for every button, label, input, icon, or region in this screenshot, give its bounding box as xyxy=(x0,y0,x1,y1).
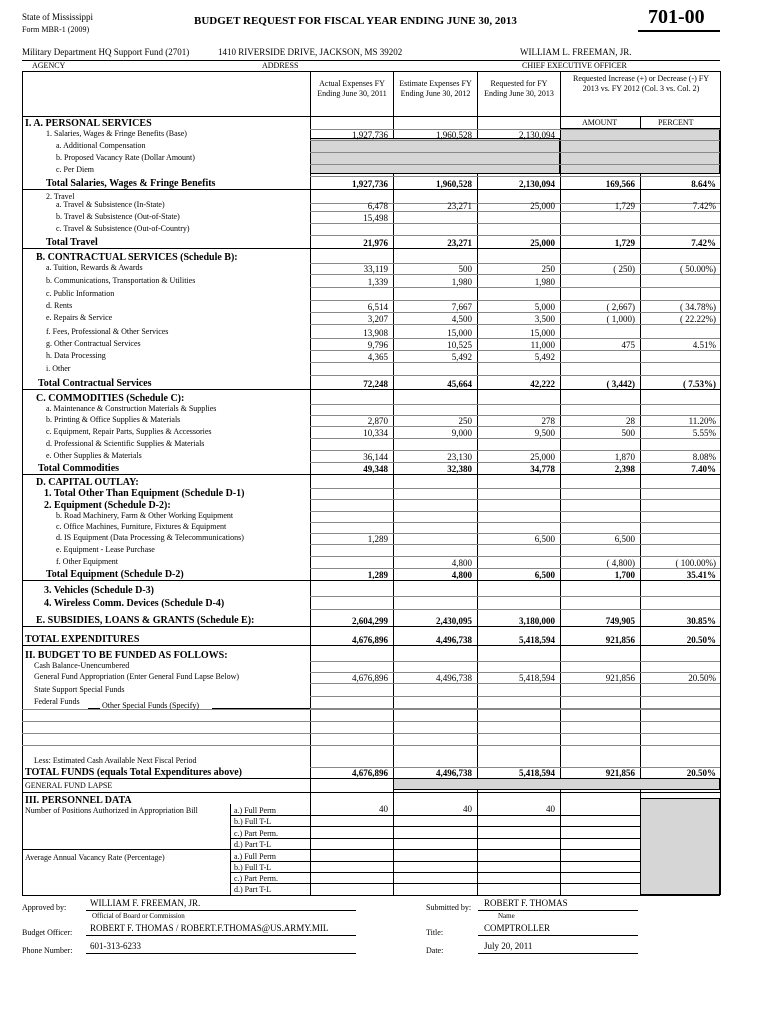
cell-requested: 2,130,094 xyxy=(519,130,555,140)
col-actual-header: Actual Expenses FY Ending June 30, 2011 xyxy=(317,79,387,98)
vacancy-sub-d: d.) Part T-L xyxy=(234,885,272,894)
cell-change-amount: ( 4,800) xyxy=(606,558,635,568)
cell-actual: 2,604,299 xyxy=(352,616,388,626)
cell-change-percent: 20.50% xyxy=(688,673,716,683)
row-label: c. Travel & Subsistence (Out-of-Country) xyxy=(56,224,190,233)
form-id: Form MBR-1 (2009) xyxy=(22,25,90,34)
cell-requested: 5,418,594 xyxy=(519,635,555,645)
cell-actual: 33,119 xyxy=(363,264,388,274)
row-label: a. Travel & Subsistence (In-State) xyxy=(56,200,165,209)
col-estimate-header: Estimate Expenses FY Ending June 30, 2012 xyxy=(399,79,472,98)
cell-change-percent: 7.40% xyxy=(691,464,716,474)
cell-actual: 4,676,896 xyxy=(352,673,388,683)
cell-estimate: 250 xyxy=(458,416,472,426)
cell-change-percent: ( 100.00%) xyxy=(675,558,716,568)
cell-requested: 250 xyxy=(541,264,555,274)
cell-change-amount: 475 xyxy=(621,340,635,350)
title-value: COMPTROLLER xyxy=(484,923,551,933)
cell-requested: 278 xyxy=(541,416,555,426)
cell-change-amount: 6,500 xyxy=(614,534,635,544)
row-label: State Support Special Funds xyxy=(34,685,125,694)
agency-name: Military Department HQ Support Fund (2701) xyxy=(22,47,190,57)
row-label: b. Proposed Vacancy Rate (Dollar Amount) xyxy=(56,153,195,162)
positions-sub-a: a.) Full Perm xyxy=(234,806,276,815)
cell-change-amount: 921,856 xyxy=(605,768,635,778)
cell-actual: 3,207 xyxy=(367,314,388,324)
cell-change-amount: 921,856 xyxy=(605,635,635,645)
vacancy-label: Average Annual Vacancy Rate (Percentage) xyxy=(25,853,165,862)
cell-estimate: 23,271 xyxy=(447,201,472,211)
row-label: b. Travel & Subsistence (Out-of-State) xyxy=(56,212,180,221)
vacancy-sub-c: c.) Part Perm. xyxy=(234,874,278,883)
cell-change-amount: ( 1,000) xyxy=(606,314,635,324)
cell-change-percent: 7.42% xyxy=(691,238,716,248)
ceo-name: WILLIAM L. FREEMAN, JR. xyxy=(520,47,632,57)
cell-actual: 10,334 xyxy=(363,428,388,438)
cell-change-percent: 20.50% xyxy=(686,635,716,645)
col-amount-header: AMOUNT xyxy=(582,118,618,127)
cell-requested: 5,418,594 xyxy=(519,673,555,683)
cell-requested: 5,418,594 xyxy=(519,768,555,778)
cell-actual: 13,908 xyxy=(363,328,388,338)
row-label: 1. Total Other Than Equipment (Schedule D-1) xyxy=(44,488,245,499)
cell-change-percent: 35.41% xyxy=(686,570,716,580)
cell-actual: 1,289 xyxy=(367,534,388,544)
cell-estimate: 500 xyxy=(458,264,472,274)
vacancy-sub-a: a.) Full Perm xyxy=(234,852,276,861)
positions-sub-b: b.) Full T-L xyxy=(234,817,272,826)
row-label: C. COMMODITIES (Schedule C): xyxy=(36,393,185,404)
cell-actual: 6,478 xyxy=(367,201,388,211)
form-number: 701-00 xyxy=(648,6,705,28)
positions-requested: 40 xyxy=(546,804,555,814)
positions-estimate: 40 xyxy=(463,804,472,814)
cell-estimate: 4,496,738 xyxy=(436,768,472,778)
cell-actual: 1,927,736 xyxy=(352,179,388,189)
cell-estimate: 10,525 xyxy=(447,340,472,350)
cell-estimate: 15,000 xyxy=(447,328,472,338)
address-label: ADDRESS xyxy=(262,61,299,70)
cell-change-percent: ( 34.78%) xyxy=(680,302,716,312)
cell-change-amount: 1,870 xyxy=(614,452,635,462)
row-label: Total Salaries, Wages & Fringe Benefits xyxy=(46,178,216,189)
shaded-block-change xyxy=(560,128,720,174)
cell-estimate: 1,980 xyxy=(451,277,472,287)
cell-actual: 1,289 xyxy=(367,570,388,580)
budget-officer-value: ROBERT F. THOMAS / ROBERT.F.THOMAS@US.ARMY.MIL xyxy=(90,923,329,933)
cell-requested: 25,000 xyxy=(530,238,555,248)
cell-actual: 9,796 xyxy=(367,340,388,350)
page-title: BUDGET REQUEST FOR FISCAL YEAR ENDING JUNE 30, 2013 xyxy=(194,15,517,27)
cell-change-amount: ( 2,667) xyxy=(606,302,635,312)
row-label: 3. Vehicles (Schedule D-3) xyxy=(44,585,154,596)
cell-requested: 9,500 xyxy=(534,428,555,438)
row-label: c. Public Information xyxy=(46,289,115,298)
cell-change-percent: ( 50.00%) xyxy=(680,264,716,274)
row-label: II. BUDGET TO BE FUNDED AS FOLLOWS: xyxy=(25,650,228,661)
submitted-label: Submitted by: xyxy=(426,903,472,912)
state-label: State of Mississippi xyxy=(22,12,94,22)
row-label: e. Other Supplies & Materials xyxy=(46,451,142,460)
approved-name: WILLIAM F. FREEMAN, JR. xyxy=(90,898,201,908)
cell-actual: 4,676,896 xyxy=(352,768,388,778)
cell-change-percent: 8.08% xyxy=(692,452,716,462)
row-label: GENERAL FUND LAPSE xyxy=(25,781,113,790)
cell-requested: 5,000 xyxy=(534,302,555,312)
row-label: Total Equipment (Schedule D-2) xyxy=(46,569,184,580)
row-label: d. Professional & Scientific Supplies & Materials xyxy=(46,439,205,448)
row-label: h. Data Processing xyxy=(46,351,106,360)
cell-change-amount: 28 xyxy=(626,416,635,426)
cell-requested: 25,000 xyxy=(530,452,555,462)
cell-actual: 2,870 xyxy=(367,416,388,426)
row-label: e. Equipment - Lease Purchase xyxy=(56,545,155,554)
row-label: d. Rents xyxy=(46,301,73,310)
cell-requested: 6,500 xyxy=(534,534,555,544)
row-label: b. Communications, Transportation & Utilities xyxy=(46,276,196,285)
cell-requested: 15,000 xyxy=(530,328,555,338)
other-special-funds-label: Other Special Funds (Specify) xyxy=(102,701,200,710)
row-label: a. Additional Compensation xyxy=(56,141,146,150)
personnel-title: III. PERSONNEL DATA xyxy=(25,795,132,806)
date-value: July 20, 2011 xyxy=(484,941,533,951)
positions-sub-d: d.) Part T-L xyxy=(234,840,272,849)
submitted-name: ROBERT F. THOMAS xyxy=(484,898,568,908)
cell-change-amount: 500 xyxy=(621,428,635,438)
row-label: d. IS Equipment (Data Processing & Telecommunications) xyxy=(56,533,244,542)
budget-officer-label: Budget Officer: xyxy=(22,928,73,937)
cell-change-amount: 921,856 xyxy=(605,673,635,683)
cell-estimate: 1,960,528 xyxy=(436,130,472,140)
cell-requested: 3,500 xyxy=(534,314,555,324)
cell-change-percent: 4.51% xyxy=(692,340,716,350)
row-label: 2. Equipment (Schedule D-2): xyxy=(44,500,171,511)
row-label: g. Other Contractual Services xyxy=(46,339,141,348)
cell-estimate: 4,500 xyxy=(451,314,472,324)
cell-estimate: 9,000 xyxy=(451,428,472,438)
row-label: Total Contractual Services xyxy=(38,378,152,389)
cell-change-amount: 169,566 xyxy=(605,179,635,189)
row-label: D. CAPITAL OUTLAY: xyxy=(36,477,139,488)
cell-change-percent: 8.64% xyxy=(691,179,716,189)
row-label: Federal Funds xyxy=(34,697,80,706)
cell-estimate: 32,380 xyxy=(447,464,472,474)
cell-actual: 6,514 xyxy=(367,302,388,312)
row-label: Less: Estimated Cash Available Next Fiscal Period xyxy=(34,756,197,765)
cell-change-percent: 11.20% xyxy=(688,416,716,426)
row-label: a. Maintenance & Construction Materials & Supplies xyxy=(46,404,217,413)
cell-estimate: 2,430,095 xyxy=(436,616,472,626)
cell-requested: 25,000 xyxy=(530,201,555,211)
cell-estimate: 23,130 xyxy=(447,452,472,462)
row-label: Total Travel xyxy=(46,237,98,248)
cell-change-percent: ( 22.22%) xyxy=(680,314,716,324)
cell-actual: 36,144 xyxy=(363,452,388,462)
cell-change-amount: 1,700 xyxy=(614,570,635,580)
cell-requested: 42,222 xyxy=(530,379,555,389)
row-label: c. Per Diem xyxy=(56,165,94,174)
ceo-label: CHIEF EXECUTIVE OFFICER xyxy=(522,61,627,70)
cell-actual: 21,976 xyxy=(363,238,388,248)
agency-label: AGENCY xyxy=(32,61,66,70)
cell-requested: 5,492 xyxy=(534,352,555,362)
vacancy-sub-b: b.) Full T-L xyxy=(234,863,272,872)
col-percent-header: PERCENT xyxy=(658,118,694,127)
cell-actual: 15,498 xyxy=(363,213,388,223)
cell-estimate: 23,271 xyxy=(447,238,472,248)
cell-actual: 1,339 xyxy=(367,277,388,287)
cell-requested: 2,130,094 xyxy=(519,179,555,189)
cell-change-percent: ( 7.53%) xyxy=(683,379,716,389)
date-label: Date: xyxy=(426,946,444,955)
cell-requested: 34,778 xyxy=(530,464,555,474)
cell-change-percent: 30.85% xyxy=(686,616,716,626)
row-label: 4. Wireless Comm. Devices (Schedule D-4) xyxy=(44,598,225,609)
cell-change-amount: ( 250) xyxy=(613,264,635,274)
cell-change-amount: 1,729 xyxy=(614,201,635,211)
row-label: E. SUBSIDIES, LOANS & GRANTS (Schedule E): xyxy=(36,615,255,626)
col-requested-header: Requested for FY Ending June 30, 2013 xyxy=(484,79,554,98)
shaded-block-lapse xyxy=(393,778,720,790)
row-label: Cash Balance-Unencumbered xyxy=(34,661,130,670)
shaded-block-additional xyxy=(310,138,560,174)
positions-sub-c: c.) Part Perm. xyxy=(234,829,278,838)
row-label: General Fund Appropriation (Enter General Fund Lapse Below) xyxy=(34,672,240,681)
row-label: 2. Travel xyxy=(46,192,75,201)
cell-estimate: 7,667 xyxy=(451,302,472,312)
cell-requested: 6,500 xyxy=(534,570,555,580)
cell-change-amount: 2,398 xyxy=(614,464,635,474)
official-label: Official of Board or Commission xyxy=(92,912,185,920)
name-label: Name xyxy=(498,912,515,920)
col-change-header: Requested Increase (+) or Decrease (-) FY 2013 vs. FY 2012 (Col. 3 vs. Col. 2) xyxy=(573,74,709,93)
row-label: i. Other xyxy=(46,364,71,373)
row-label: I. A. PERSONAL SERVICES xyxy=(25,118,152,129)
row-label: f. Fees, Professional & Other Services xyxy=(46,327,169,336)
title-label: Title: xyxy=(426,928,444,937)
row-label: e. Repairs & Service xyxy=(46,313,113,322)
cell-requested: 1,980 xyxy=(534,277,555,287)
cell-actual: 72,248 xyxy=(363,379,388,389)
approved-label: Approved by: xyxy=(22,903,67,912)
cell-change-amount: 749,905 xyxy=(605,616,635,626)
row-label: TOTAL FUNDS (equals Total Expenditures above) xyxy=(25,767,242,778)
cell-estimate: 1,960,528 xyxy=(436,179,472,189)
cell-estimate: 5,492 xyxy=(451,352,472,362)
cell-actual: 1,927,736 xyxy=(352,130,388,140)
cell-change-percent: 7.42% xyxy=(692,201,716,211)
cell-estimate: 45,664 xyxy=(447,379,472,389)
cell-actual: 49,348 xyxy=(363,464,388,474)
cell-estimate: 4,496,738 xyxy=(436,635,472,645)
row-label: b. Road Machinery, Farm & Other Working Equipment xyxy=(56,511,234,520)
agency-address: 1410 RIVERSIDE DRIVE, JACKSON, MS 39202 xyxy=(218,47,403,57)
row-label: f. Other Equipment xyxy=(56,557,118,566)
row-label: c. Equipment, Repair Parts, Supplies & Accessories xyxy=(46,427,212,436)
row-label: B. CONTRACTUAL SERVICES (Schedule B): xyxy=(36,252,238,263)
cell-estimate: 4,800 xyxy=(451,558,472,568)
positions-label: Number of Positions Authorized in Appropriation Bill xyxy=(25,806,198,815)
cell-change-percent: 5.55% xyxy=(692,428,716,438)
cell-change-percent: 20.50% xyxy=(686,768,716,778)
cell-change-amount: 1,729 xyxy=(614,238,635,248)
row-label: TOTAL EXPENDITURES xyxy=(25,634,140,645)
row-label: c. Office Machines, Furniture, Fixtures & Equipment xyxy=(56,522,227,531)
row-label: Total Commodities xyxy=(38,463,120,474)
row-label: 1. Salaries, Wages & Fringe Benefits (Base) xyxy=(46,129,187,138)
cell-change-amount: ( 3,442) xyxy=(606,379,635,389)
row-label: b. Printing & Office Supplies & Materials xyxy=(46,415,181,424)
cell-estimate: 4,496,738 xyxy=(436,673,472,683)
positions-actual: 40 xyxy=(379,804,388,814)
cell-actual: 4,676,896 xyxy=(352,635,388,645)
phone-value: 601-313-6233 xyxy=(90,941,141,951)
shaded-block-personnel xyxy=(640,798,720,895)
row-label: a. Tuition, Rewards & Awards xyxy=(46,263,143,272)
cell-requested: 3,180,000 xyxy=(519,616,555,626)
cell-actual: 4,365 xyxy=(367,352,388,362)
cell-estimate: 4,800 xyxy=(451,570,472,580)
cell-requested: 11,000 xyxy=(530,340,555,350)
phone-label: Phone Number: xyxy=(22,946,73,955)
